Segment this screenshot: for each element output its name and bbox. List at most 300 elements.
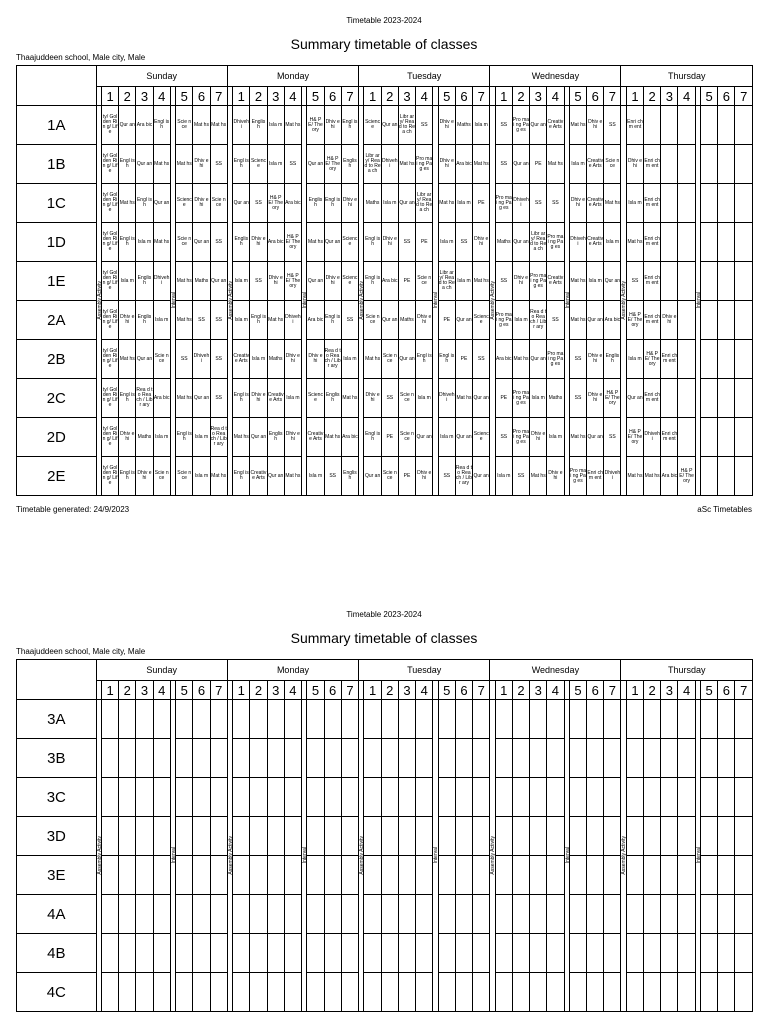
lesson-cell — [701, 778, 718, 817]
lesson-cell — [701, 895, 718, 934]
lesson-cell: Dhiv ehi — [626, 145, 643, 184]
lesson-cell: Dhivehi — [438, 379, 455, 418]
lesson-cell — [735, 223, 753, 262]
class-row — [17, 145, 753, 184]
lesson-cell — [381, 934, 398, 973]
lesson-cell — [438, 817, 455, 856]
lesson-cell: Scie nce — [381, 457, 398, 496]
lesson-cell — [153, 739, 170, 778]
lesson-cell: Dhiv ehi — [324, 106, 341, 145]
lesson-cell — [626, 856, 643, 895]
lesson-cell — [364, 700, 381, 739]
lesson-cell — [233, 778, 250, 817]
lesson-cell — [233, 973, 250, 1012]
lesson-cell: Rea d to Rea ch / Libr ary — [324, 340, 341, 379]
lesson-cell: Dhiv ehi — [438, 106, 455, 145]
lesson-cell: SS — [250, 184, 267, 223]
lesson-cell — [210, 895, 227, 934]
lesson-cell — [604, 739, 621, 778]
lesson-cell: H& PE/ The ory — [324, 145, 341, 184]
lesson-cell — [661, 739, 678, 778]
lesson-cell: Maths — [547, 379, 564, 418]
lesson-cell — [398, 739, 415, 778]
lesson-cell: Dhivehi — [604, 457, 621, 496]
lesson-cell: H& PE/ The ory — [284, 223, 301, 262]
day-header: Sunday — [96, 660, 227, 681]
lesson-cell: Mat hs — [626, 223, 643, 262]
lesson-cell — [604, 778, 621, 817]
lesson-cell — [678, 184, 695, 223]
lesson-cell — [547, 700, 564, 739]
assembly-label: Assembly Activity — [96, 836, 103, 875]
lesson-cell — [495, 778, 512, 817]
class-row — [17, 301, 753, 340]
lesson-cell — [701, 262, 718, 301]
class-name: 1C — [17, 184, 97, 223]
lesson-cell: Scie nce — [398, 418, 415, 457]
lesson-cell — [604, 700, 621, 739]
lesson-cell: Isla m — [438, 223, 455, 262]
lesson-cell: SS — [210, 340, 227, 379]
lesson-cell — [101, 973, 118, 1012]
lesson-cell — [604, 973, 621, 1012]
lesson-cell: Mat hs — [569, 301, 586, 340]
lesson-cell — [364, 973, 381, 1012]
lesson-cell: Creative Arts — [587, 184, 604, 223]
lesson-cell: Mat hs — [569, 106, 586, 145]
lesson-cell — [193, 895, 210, 934]
lesson-cell — [587, 934, 604, 973]
lesson-cell — [455, 778, 472, 817]
lesson-cell: Engl ish — [364, 262, 381, 301]
lesson-cell — [678, 895, 695, 934]
period-number: 5 — [307, 87, 324, 106]
lesson-cell — [176, 895, 193, 934]
lesson-cell — [193, 700, 210, 739]
class-row — [17, 895, 753, 934]
interval-label: Interval — [695, 847, 702, 864]
lesson-cell: Engl ish — [250, 301, 267, 340]
lesson-cell: Pro mai ng Pag es — [512, 379, 529, 418]
lesson-cell: Qur an — [210, 262, 227, 301]
lesson-cell — [233, 856, 250, 895]
class-name: 1B — [17, 145, 97, 184]
lesson-cell: ty/ Gol den Rin g/ Life — [101, 418, 118, 457]
lesson-cell: Isla m — [530, 379, 547, 418]
lesson-cell: Enri chm ent — [644, 301, 661, 340]
lesson-cell — [210, 700, 227, 739]
day-header: Tuesday — [359, 660, 490, 681]
lesson-cell — [398, 700, 415, 739]
lesson-cell — [119, 934, 136, 973]
lesson-cell — [176, 700, 193, 739]
day-header: Monday — [227, 660, 358, 681]
lesson-cell: Ara bic — [341, 418, 358, 457]
lesson-cell — [701, 145, 718, 184]
lesson-cell: Engl ish — [324, 301, 341, 340]
class-row — [17, 739, 753, 778]
lesson-cell — [530, 895, 547, 934]
lesson-cell — [324, 778, 341, 817]
period-number: 4 — [678, 681, 695, 700]
lesson-cell: H& PE/ The ory — [267, 184, 284, 223]
period-number: 2 — [644, 681, 661, 700]
lesson-cell: Isla m — [136, 223, 153, 262]
lesson-cell — [136, 817, 153, 856]
lesson-cell — [678, 418, 695, 457]
lesson-cell: Mat hs — [341, 379, 358, 418]
lesson-cell — [701, 340, 718, 379]
lesson-cell — [398, 778, 415, 817]
period-number: 6 — [718, 681, 735, 700]
period-number: 5 — [569, 87, 586, 106]
class-name: 2A — [17, 301, 97, 340]
lesson-cell: PE — [438, 301, 455, 340]
lesson-cell: ty/ Gol den Rin g/ Life — [101, 379, 118, 418]
lesson-cell — [701, 700, 718, 739]
lesson-cell: Creative Arts — [587, 145, 604, 184]
period-number: 4 — [153, 87, 170, 106]
lesson-cell: Isla m — [233, 301, 250, 340]
lesson-cell — [661, 856, 678, 895]
lesson-cell — [136, 934, 153, 973]
lesson-cell — [678, 223, 695, 262]
day-header: Wednesday — [490, 66, 621, 87]
lesson-cell: SS — [210, 223, 227, 262]
lesson-cell — [661, 895, 678, 934]
lesson-cell: English — [341, 145, 358, 184]
lesson-cell — [193, 778, 210, 817]
lesson-cell: Mat hs — [176, 301, 193, 340]
lesson-cell — [101, 778, 118, 817]
lesson-cell: Engl ish — [119, 145, 136, 184]
lesson-cell: Engl ish — [233, 457, 250, 496]
lesson-cell — [101, 739, 118, 778]
lesson-cell: Scie nce — [153, 457, 170, 496]
class-name: 3A — [17, 700, 97, 739]
lesson-cell — [661, 145, 678, 184]
assembly-label: Assembly Activity — [621, 836, 628, 875]
lesson-cell: ty/ Gol den Rin g/ Life — [101, 106, 118, 145]
lesson-cell: Qur an — [153, 184, 170, 223]
lesson-cell — [381, 778, 398, 817]
lesson-cell — [416, 700, 433, 739]
lesson-cell — [250, 934, 267, 973]
period-number: 2 — [250, 681, 267, 700]
lesson-cell — [530, 934, 547, 973]
lesson-cell: Scie nce — [416, 262, 433, 301]
lesson-cell: Ara bic — [267, 223, 284, 262]
lesson-cell: Dhiv ehi — [284, 340, 301, 379]
assembly-label: Assembly Activity — [490, 836, 497, 875]
lesson-cell — [661, 778, 678, 817]
lesson-cell: Maths — [455, 106, 472, 145]
timetable-page-2 — [0, 600, 768, 1024]
lesson-cell: Qur an — [381, 106, 398, 145]
lesson-cell: Isla m — [416, 379, 433, 418]
lesson-cell — [416, 973, 433, 1012]
lesson-cell: Creative Arts — [307, 418, 324, 457]
period-number: 3 — [661, 681, 678, 700]
lesson-cell: Science — [473, 418, 490, 457]
lesson-cell: Isla m — [547, 418, 564, 457]
period-number: 1 — [101, 681, 118, 700]
lesson-cell: Qur an — [473, 379, 490, 418]
lesson-cell — [267, 817, 284, 856]
lesson-cell: SS — [473, 340, 490, 379]
lesson-cell — [455, 817, 472, 856]
lesson-cell — [718, 457, 735, 496]
period-number: 6 — [193, 87, 210, 106]
lesson-cell — [547, 895, 564, 934]
lesson-cell: Pro mai ng Pag es — [416, 145, 433, 184]
day-header: Tuesday — [359, 66, 490, 87]
class-row — [17, 418, 753, 457]
lesson-cell: Isla m — [455, 184, 472, 223]
lesson-cell — [210, 739, 227, 778]
lesson-cell — [678, 262, 695, 301]
lesson-cell — [718, 418, 735, 457]
lesson-cell — [735, 262, 753, 301]
lesson-cell — [250, 973, 267, 1012]
lesson-cell — [701, 457, 718, 496]
lesson-cell: Isla m — [267, 106, 284, 145]
lesson-cell: Isla m — [473, 106, 490, 145]
lesson-cell: Dhiv ehi — [473, 223, 490, 262]
period-number: 2 — [512, 87, 529, 106]
lesson-cell: Isla m — [569, 145, 586, 184]
lesson-cell: SS — [324, 457, 341, 496]
assembly-label: Assembly Activity — [490, 281, 497, 320]
footer-generated: Timetable generated: 24/9/2023 — [16, 505, 130, 514]
class-name: 3C — [17, 778, 97, 817]
period-number: 1 — [101, 87, 118, 106]
lesson-cell — [153, 895, 170, 934]
lesson-cell: Libr ary/ Rea d to Rea ch — [416, 184, 433, 223]
lesson-cell: Mat hs — [569, 418, 586, 457]
day-header: Thursday — [621, 66, 753, 87]
lesson-cell — [661, 934, 678, 973]
lesson-cell — [324, 700, 341, 739]
lesson-cell — [644, 106, 661, 145]
period-number: 2 — [119, 681, 136, 700]
lesson-cell: Qur an — [455, 301, 472, 340]
lesson-cell: Science — [176, 184, 193, 223]
lesson-cell — [661, 379, 678, 418]
lesson-cell — [604, 856, 621, 895]
lesson-cell — [569, 739, 586, 778]
lesson-cell: Dhiv ehi — [547, 457, 564, 496]
lesson-cell: SS — [284, 145, 301, 184]
lesson-cell — [438, 739, 455, 778]
lesson-cell — [284, 895, 301, 934]
page-title: Summary timetable of classes — [290, 630, 478, 646]
lesson-cell: Creative Arts — [233, 340, 250, 379]
lesson-cell — [495, 700, 512, 739]
lesson-cell: Engl ish — [364, 223, 381, 262]
lesson-cell: ty/ Gol den Rin g/ Life — [101, 145, 118, 184]
period-number: 2 — [381, 681, 398, 700]
lesson-cell — [473, 817, 490, 856]
lesson-cell — [324, 895, 341, 934]
period-number: 3 — [398, 681, 415, 700]
lesson-cell — [341, 934, 358, 973]
period-number: 6 — [324, 87, 341, 106]
lesson-cell — [701, 739, 718, 778]
period-number: 7 — [735, 681, 753, 700]
period-number: 5 — [438, 681, 455, 700]
lesson-cell — [153, 856, 170, 895]
lesson-cell: Qur an — [530, 106, 547, 145]
lesson-cell: SS — [210, 301, 227, 340]
lesson-cell — [701, 418, 718, 457]
lesson-cell — [176, 739, 193, 778]
period-number: 2 — [119, 87, 136, 106]
interval-label: Interval — [433, 292, 440, 309]
lesson-cell — [678, 934, 695, 973]
lesson-cell: Mat hs — [438, 184, 455, 223]
lesson-cell: Libr ary/ Rea d to Rea ch — [438, 262, 455, 301]
lesson-cell: Ara bic — [381, 262, 398, 301]
lesson-cell — [455, 973, 472, 1012]
lesson-cell — [267, 700, 284, 739]
lesson-cell: Scie nce — [210, 184, 227, 223]
lesson-cell: Engl ish — [341, 106, 358, 145]
lesson-cell: SS — [530, 184, 547, 223]
assembly-label: Assembly Activity — [621, 281, 628, 320]
lesson-cell — [735, 817, 753, 856]
lesson-cell: Isla m — [438, 418, 455, 457]
lesson-cell: Dhiv ehi — [307, 340, 324, 379]
period-number: 3 — [136, 681, 153, 700]
lesson-cell: ty/ Gol den Rin g/ Life — [101, 457, 118, 496]
lesson-cell: Qur an — [136, 340, 153, 379]
lesson-cell — [193, 973, 210, 1012]
lesson-cell — [587, 817, 604, 856]
period-number: 7 — [735, 87, 753, 106]
lesson-cell: ty/ Gol den Rin g/ Life — [101, 223, 118, 262]
timetable-grid — [16, 659, 753, 1012]
lesson-cell: Engl ish — [438, 340, 455, 379]
lesson-cell — [718, 700, 735, 739]
lesson-cell — [626, 895, 643, 934]
lesson-cell: Qur an — [398, 340, 415, 379]
lesson-cell — [587, 778, 604, 817]
period-number: 7 — [210, 87, 227, 106]
lesson-cell: Mat hs — [176, 262, 193, 301]
lesson-cell: Ara bic — [136, 106, 153, 145]
lesson-cell — [341, 856, 358, 895]
lesson-cell — [512, 934, 529, 973]
lesson-cell — [678, 817, 695, 856]
lesson-cell — [364, 856, 381, 895]
lesson-cell — [364, 934, 381, 973]
lesson-cell: Isla m — [267, 145, 284, 184]
lesson-cell — [341, 973, 358, 1012]
lesson-cell — [153, 778, 170, 817]
lesson-cell: SS — [438, 457, 455, 496]
period-number: 6 — [193, 681, 210, 700]
lesson-cell — [193, 739, 210, 778]
lesson-cell: Qur an — [364, 457, 381, 496]
lesson-cell — [438, 973, 455, 1012]
lesson-cell — [661, 223, 678, 262]
lesson-cell — [119, 973, 136, 1012]
lesson-cell: Mat hs — [364, 340, 381, 379]
lesson-cell: Mat hs — [644, 457, 661, 496]
lesson-cell: Mat hs — [119, 184, 136, 223]
lesson-cell — [119, 778, 136, 817]
lesson-cell — [718, 973, 735, 1012]
lesson-cell: Dhivehi — [512, 184, 529, 223]
lesson-cell: Pro mai ng Pag es — [495, 184, 512, 223]
lesson-cell: PE — [495, 379, 512, 418]
lesson-cell: Enri chm ent — [644, 145, 661, 184]
lesson-cell: Rea d to Rea ch / Libr ary — [455, 457, 472, 496]
lesson-cell — [701, 856, 718, 895]
class-row — [17, 856, 753, 895]
lesson-cell — [735, 895, 753, 934]
lesson-cell: Qur an — [307, 145, 324, 184]
lesson-cell — [530, 817, 547, 856]
lesson-cell: SS — [210, 379, 227, 418]
lesson-cell: Qur an — [512, 223, 529, 262]
lesson-cell: SS — [604, 106, 621, 145]
lesson-cell — [735, 106, 753, 145]
lesson-cell — [626, 817, 643, 856]
lesson-cell: Dhiv ehi — [193, 145, 210, 184]
lesson-cell: Dhiv ehi — [416, 457, 433, 496]
lesson-cell — [398, 817, 415, 856]
lesson-cell: SS — [398, 223, 415, 262]
lesson-cell — [307, 739, 324, 778]
lesson-cell — [547, 778, 564, 817]
period-number: 1 — [626, 87, 643, 106]
lesson-cell: Enri chm ent — [661, 340, 678, 379]
interval-label: Interval — [433, 847, 440, 864]
period-number: 6 — [587, 681, 604, 700]
lesson-cell — [718, 223, 735, 262]
period-number: 4 — [547, 87, 564, 106]
lesson-cell — [547, 817, 564, 856]
lesson-cell: Qur an — [193, 379, 210, 418]
period-number: 2 — [381, 87, 398, 106]
lesson-cell — [307, 778, 324, 817]
lesson-cell — [587, 895, 604, 934]
interval-label: Interval — [564, 292, 571, 309]
lesson-cell: Dhiv ehi — [193, 184, 210, 223]
lesson-cell: Qur an — [398, 184, 415, 223]
lesson-cell: Qur an — [381, 301, 398, 340]
lesson-cell: Dhiv ehi — [381, 223, 398, 262]
lesson-cell: Dhiv ehi — [119, 301, 136, 340]
lesson-cell — [250, 856, 267, 895]
lesson-cell: Isla m — [284, 379, 301, 418]
lesson-cell: Qur an — [530, 340, 547, 379]
class-row — [17, 379, 753, 418]
lesson-cell — [569, 856, 586, 895]
lesson-cell: Mat hs — [512, 340, 529, 379]
lesson-cell: Qur an — [416, 418, 433, 457]
lesson-cell — [678, 739, 695, 778]
lesson-cell: Qur an — [473, 457, 490, 496]
period-number: 5 — [176, 681, 193, 700]
lesson-cell: Creative Arts — [547, 262, 564, 301]
lesson-cell: SS — [455, 223, 472, 262]
class-name: 1E — [17, 262, 97, 301]
interval-label: Interval — [301, 292, 308, 309]
lesson-cell: SS — [626, 262, 643, 301]
